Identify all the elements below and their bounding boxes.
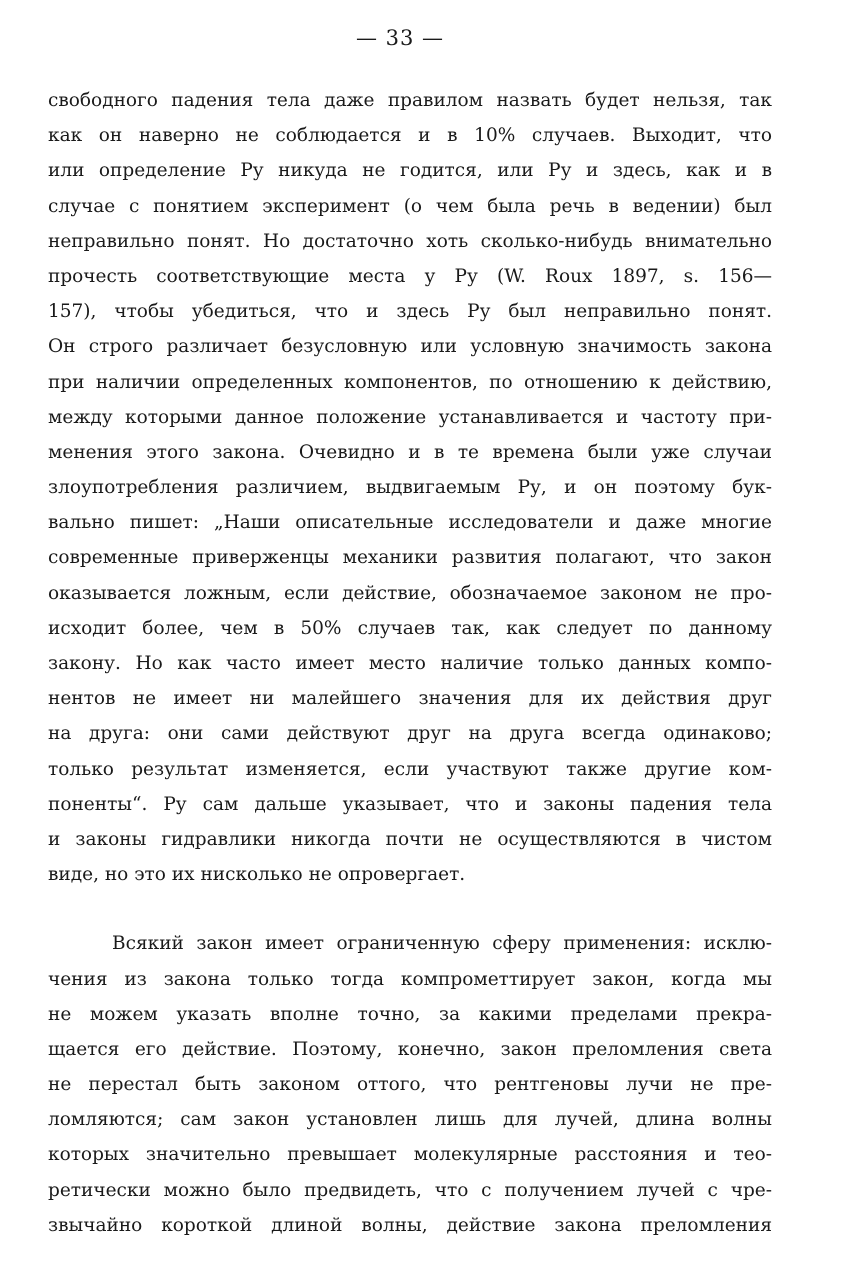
text-line: современные приверженцы механики развития полагают, что закон bbox=[48, 547, 772, 569]
text-line: Он строго различает безусловную или условную значимость закона bbox=[48, 336, 772, 358]
text-line: которых значительно превышает молекулярные расстояния и тео- bbox=[48, 1144, 772, 1166]
text-line: на друга: они сами действуют друг на друга всегда одинаково; bbox=[48, 723, 772, 745]
paragraph bbox=[48, 83, 772, 892]
text-line: 157), чтобы убедиться, что и здесь Ру был неправильно понят. bbox=[48, 301, 772, 323]
text-line: не перестал быть законом оттого, что рентгеновы лучи не пре- bbox=[48, 1074, 772, 1096]
text-line: при наличии определенных компонентов, по отношению к действию, bbox=[48, 371, 772, 393]
paragraph bbox=[48, 926, 772, 1243]
text-line: случае с понятием эксперимент (о чем была речь в ведении) был bbox=[48, 195, 772, 217]
text-line: менения этого закона. Очевидно и в те времена были уже случаи bbox=[48, 441, 772, 463]
text-line: исходит более, чем в 50% случаев так, как следует по данному bbox=[48, 617, 772, 639]
text-line: ретически можно было предвидеть, что с получением лучей с чре- bbox=[48, 1179, 772, 1201]
text-line: или определение Ру никуда не годится, или Ру и здесь, как и в bbox=[48, 160, 772, 182]
text-line: прочесть соответствующие места у Ру (W. Roux 1897, s. 156— bbox=[48, 265, 772, 287]
text-line: оказывается ложным, если действие, обозначаемое законом не про- bbox=[48, 582, 772, 604]
text-line: нентов не имеет ни малейшего значения для их действия друг bbox=[48, 688, 772, 710]
text-line: Всякий закон имеет ограниченную сферу применения: исклю- bbox=[112, 933, 772, 955]
text-line: и законы гидравлики никогда почти не осуществляются в чистом bbox=[48, 828, 772, 850]
body-text bbox=[48, 83, 772, 1243]
text-line: виде, но это их нисколько не опровергает. bbox=[48, 864, 466, 886]
text-line: звычайно короткой длиной волны, действие закона преломления bbox=[48, 1214, 772, 1236]
text-line: злоупотребления различием, выдвигаемым Ру, и он поэтому бук- bbox=[48, 477, 772, 499]
text-line: только результат изменяется, если участвуют также другие ком- bbox=[48, 758, 772, 780]
text-line: как он наверно не соблюдается и в 10% случаев. Выходит, что bbox=[48, 125, 772, 147]
text-line: чения из закона только тогда компрометтирует закон, когда мы bbox=[48, 968, 772, 990]
text-line: щается его действие. Поэтому, конечно, закон преломления света bbox=[48, 1038, 772, 1060]
text-line: не можем указать вполне точно, за какими пределами прекра- bbox=[48, 1003, 772, 1025]
paragraph-gap bbox=[48, 892, 772, 926]
text-line: ломляются; сам закон установлен лишь для лучей, длина волны bbox=[48, 1109, 772, 1131]
text-line: поненты“. Ру сам дальше указывает, что и законы падения тела bbox=[48, 793, 772, 815]
text-line: вально пишет: „Наши описательные исследователи и даже многие bbox=[48, 512, 772, 534]
text-line: неправильно понят. Но достаточно хоть сколько-нибудь внимательно bbox=[48, 230, 772, 252]
page-number: — 33 — bbox=[355, 26, 445, 50]
text-line: между которыми данное положение устанавливается и частоту при- bbox=[48, 406, 772, 428]
text-line: закону. Но как часто имеет место наличие только данных компо- bbox=[48, 653, 772, 674]
text-line: свободного падения тела даже правилом назвать будет нельзя, так bbox=[48, 90, 772, 111]
